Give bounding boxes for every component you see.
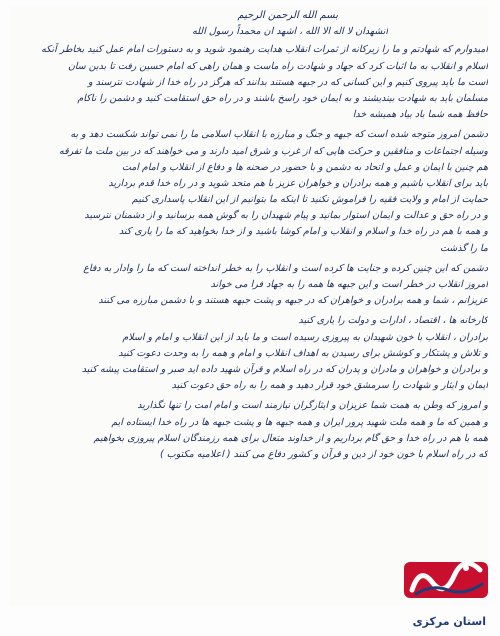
text-line: و امروز که وطن به همت شما عزیزان و ایثارگران نیازمند است و امام امت را تنها نگذارید — [137, 400, 488, 412]
text-line: عزیزانم ، شما و همه برادران و خواهران که در جبهه و پشت جبهه هستند و با دشمن مبارزه می کنند — [98, 295, 488, 307]
logo-dot — [463, 565, 469, 571]
text-line: وسیله اجتماعات و منافقین و حرکت هایی که از غرب و شرق امید دارند و می خواهند که در بین ملت ما تفرقه — [58, 145, 488, 157]
text-line: و در راه حق و عدالت و ایمان استوار بمانید و پیام شهیدان را به گوش همه برسانید و از دشمنان نترسید — [84, 210, 488, 222]
text-line: حافظ همه شما باد بیاد همیشه خدا — [352, 109, 488, 121]
text-line: امروز انقلاب در خطر است و این جبهه ها همه را به جهاد فرا می خواند — [210, 279, 488, 290]
text-line: دشمن که این چنین کرده و جنایت ها کرده است و انقلاب را به خطر انداخته است که ما را وادار به دفاع — [83, 262, 488, 274]
text-line: و تلاش و پشتکار و کوشش برای رسیدن به اهداف انقلاب و امام و همه را به وحدت دعوت کنید — [118, 347, 488, 359]
text-line: اسلام و انقلاب به ما اثبات کرد که جهاد و شهادت راه ماست و همان راهی که امام حسین رفت تا بدین سان — [67, 60, 488, 72]
text-line: امیدوارم که شهادتم و ما را زیرکانه از ثمرات انقلاب هدایت رهنمود شوید و به دستورات امام عمل کنید بخاطر آنکه — [41, 44, 488, 56]
text-line: برادران ، انقلاب با خون شهیدان به پیروزی رسیده است و ما باید از این انقلاب و امام و اسلام — [122, 331, 488, 343]
handwritten-text — [18, 8, 488, 463]
basmala-line: بسم الله الرحمن الرحیم — [237, 10, 338, 21]
text-line: است ما باید پیروی کنیم و این کسانی که در جبهه هستند بدانند که هرگز در راه خدا از شهادت نترسند و — [88, 76, 488, 88]
text-line: کارخانه ها ، اقتصاد ، ادارات و دولت را یاری کنید — [298, 315, 488, 327]
text-line: همه با هم در راه خدا و حق گام برداریم و از خداوند متعال برای همه رزمندگان اسلام پیروزی بخواهیم — [93, 432, 488, 444]
shahada-line: انشهدان لا اله الا الله ، اشهد ان محمداً رسول الله — [192, 26, 388, 38]
text-line: باید برای انقلاب باشیم و همه برادران و خواهران عزیز با هم متحد شوید و در راه خدا قدم بردارید — [108, 177, 488, 189]
navid-shahed-logo-mark — [398, 556, 494, 604]
text-line: و همه با هم در راه خدا و اسلام و انقلاب و امام کوشا باشید و از خدا بخواهید که ما را یاری کند — [118, 226, 488, 238]
logo-caption: استان مرکزی — [412, 615, 486, 628]
text-line: و همین که ما و همه ملت شهید پرور ایران و همه جبهه ها و پشت جبهه ها در راه خدا ایستاده ایم — [111, 416, 488, 428]
navid-shahed-logo — [398, 556, 494, 628]
text-line: ایمان و ایثار و شهادت را سرمشق خود قرار دهید و همه را به راه حق دعوت کنید — [171, 380, 488, 392]
text-line: که در راه اسلام با خون خود از دین و قرآن و کشور دفاع می کنند ( اعلامیه مکتوب ) — [160, 448, 488, 460]
text-line: و برادران و خواهران و مادران و پدران که در راه اسلام و قرآن شهید داده اید صبر و استقامت پیشه کنید — [81, 363, 488, 375]
text-line: حمایت از امام و ولایت فقیه را فراموش نکنید تا اینکه ما بتوانیم از این انقلاب پاسداری کنیم — [131, 194, 488, 206]
text-line: ما را گذشت — [439, 242, 488, 254]
text-line: مسلمان باید به شهادت بیندیشند و به ایمان خود راسخ باشند و در راه حق استقامت کنید و دشمن را ناکام — [77, 92, 488, 104]
text-line: دشمن امروز متوجه شده است که جبهه و جنگ و مبارزه با انقلاب اسلامی ما را نمی تواند شکست دهد و به — [70, 129, 488, 141]
text-line: هم چنین با ایمان و عمل و اتحاد به دشمن و با حضور در صحنه ها و دفاع از انقلاب و امام امت — [121, 161, 488, 173]
